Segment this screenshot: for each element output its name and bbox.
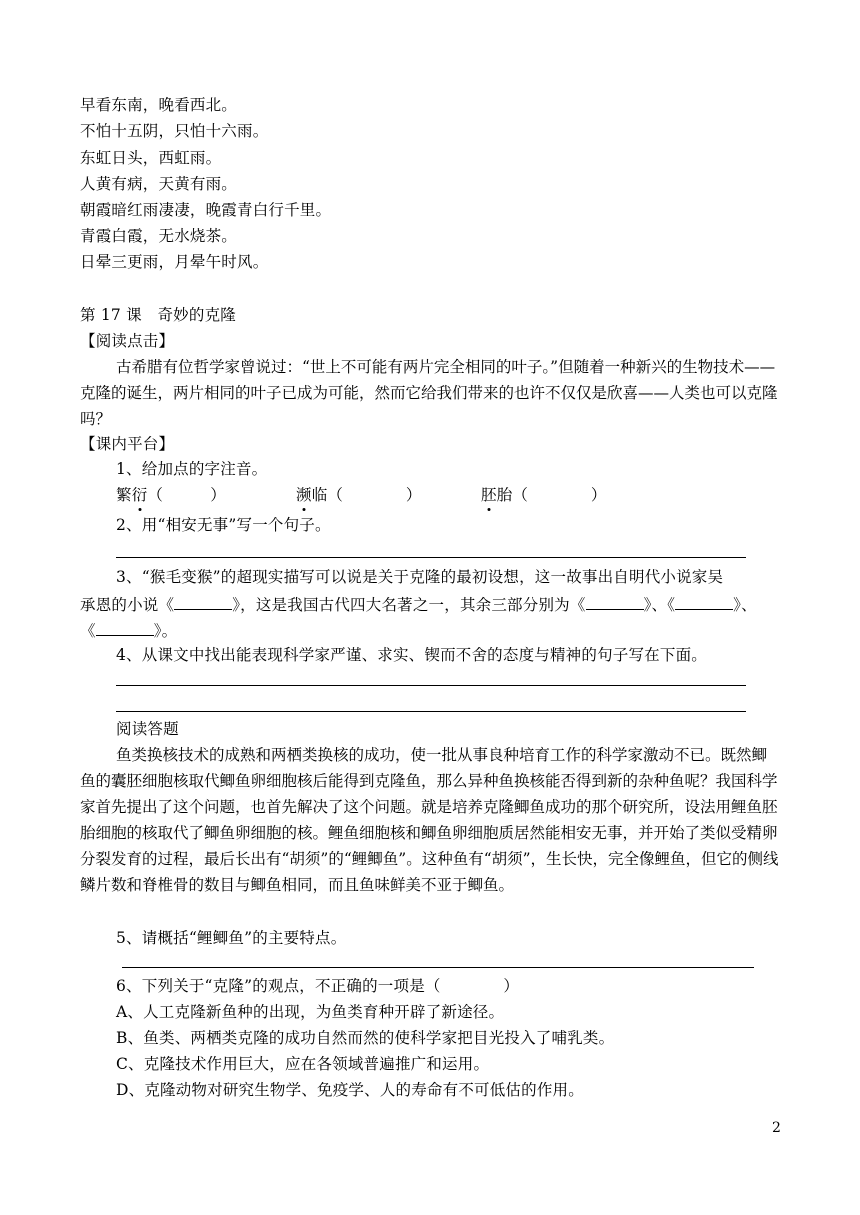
pinyin-blank[interactable]: （ ） [147,486,226,504]
fill-blank[interactable] [96,619,154,636]
proverb-line: 日晕三更雨，月晕午时风。 [80,253,269,271]
question-1-item [116,485,226,505]
question-6-prompt[interactable]: 6、下列关于“克隆”的观点，不正确的一项是（ ） [116,977,520,995]
proverb-line: 早看东南，晚看西北。 [80,96,238,114]
proverb-line: 东虹日头，西虹雨。 [80,149,222,167]
proverb-line: 朝霞暗红雨凄凄，晚霞青白行千里。 [80,201,332,219]
answer-line[interactable] [122,967,754,968]
section-heading-platform: 【课内平台】 [80,435,175,453]
question-1-item-char: 临 [311,486,328,504]
fill-blank[interactable] [586,593,644,610]
question-3-line-1: 3、“猴毛变猴”的超现实描写可以说是关于克隆的最初设想，这一故事出自明代小说家吴 [116,568,724,586]
question-3-line-3: 《 》。 [80,619,177,641]
emphasis-dot-char: 濒 [296,486,312,504]
option-d: D、克隆动物对研究生物学、免疫学、人的寿命有不可低估的作用。 [116,1081,584,1099]
pinyin-blank[interactable]: （ ） [327,486,422,504]
answer-line[interactable] [116,711,746,712]
page-number: 2 [772,1120,782,1136]
proverb-line: 青霞白霞，无水烧茶。 [80,227,238,245]
question-1-item-char: 繁 [116,486,132,504]
question-5-prompt: 5、请概括“鲤鲫鱼”的主要特点。 [116,929,347,947]
question-4-prompt: 4、从课文中找出能表现科学家严谨、求实、锲而不舍的态度与精神的句子写在下面。 [116,646,707,664]
reading-tips-paragraph: 古希腊有位哲学家曾说过：“世上不可能有两片完全相同的叶子。”但随着一种新兴的生物技术——克隆的诞生，两片相同的叶子已成为可能，然而它给我们带来的也许不仅仅是欣喜——人类也可以克隆吗？ [80,358,778,428]
proverb-line: 不怕十五阴，只怕十六雨。 [80,122,269,140]
fill-blank[interactable] [174,593,232,610]
option-b: B、鱼类、两栖类克隆的成功自然而然的使科学家把目光投入了哺乳类。 [116,1029,615,1047]
question-1-item [481,485,607,505]
question-1-item-char: 胎 [496,486,513,504]
fill-blank[interactable] [675,593,733,610]
reading-passage: 鱼类换核技术的成熟和两栖类换核的成功，使一批从事良种培育工作的科学家激动不已。既然鲫鱼的囊胚细胞核取代鲫鱼卵细胞核后能得到克隆鱼，那么异种鱼换核能否得到新的杂种鱼呢？我国科学家首先提出了这个问题，也首先解决了这个问题。就是培养克隆鲫鱼成功的那个研究所，设法用鲤鱼胚胎细胞的核取代了鲫鱼卵细胞的核。鲤鱼细胞核和鲫鱼卵细胞质居然能相安无事，并开始了类似受精卵分裂发育的过程，最后长出有“胡须”的“鲤鲫鱼”。这种鱼有“胡须”，生长快，完全像鲤鱼，但它的侧线鳞片数和脊椎骨的数目与鲫鱼相同，而且鱼味鲜美不亚于鲫鱼。 [80,746,779,894]
option-a: A、人工克隆新鱼种的出现，为鱼类育种开辟了新途径。 [116,1003,505,1021]
proverb-line: 人黄有病，天黄有雨。 [80,175,238,193]
section-heading-reading-tips: 【阅读点击】 [80,332,175,350]
option-c: C、克隆技术作用巨大，应在各领域普遍推广和运用。 [116,1055,490,1073]
question-1-prompt: 1、给加点的字注音。 [116,460,268,478]
question-3-line-2: 承恩的小说《 》，这是我国古代四大名著之一，其余三部分别为《 》、《 》、 [80,593,757,615]
emphasis-dot-char: 胚 [481,486,497,504]
question-2-prompt: 2、用“相安无事”写一个句子。 [116,516,331,534]
question-1-item [296,485,422,505]
answer-line[interactable] [116,685,746,686]
section-heading-reading-answer: 阅读答题 [116,720,179,738]
answer-line[interactable] [116,557,746,558]
lesson-title: 第 17 课 奇妙的克隆 [80,306,236,324]
emphasis-dot-char: 衍 [131,486,148,504]
pinyin-blank[interactable]: （ ） [512,486,607,504]
